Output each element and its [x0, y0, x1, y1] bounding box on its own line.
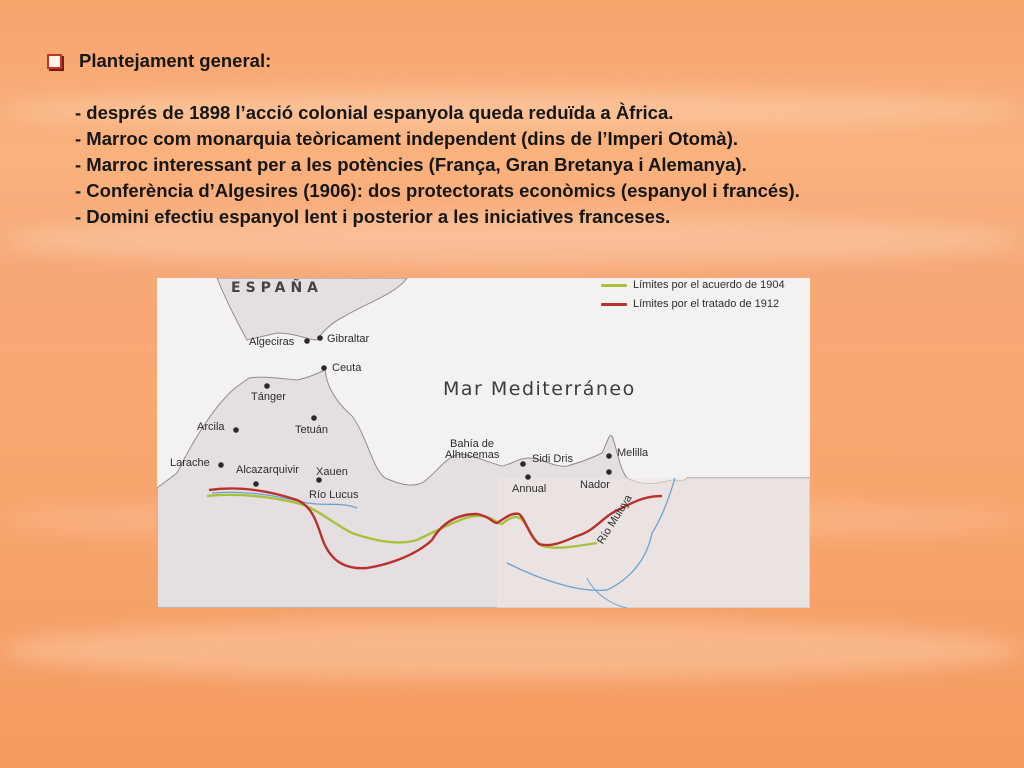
- place-label-nador: Nador: [580, 479, 610, 491]
- bullet-list: [45, 100, 1005, 230]
- dot-gibraltar: [317, 335, 323, 341]
- slide-heading: Plantejament general:: [79, 50, 272, 71]
- place-label-arcila: Arcila: [197, 421, 225, 433]
- place-label-annual: Annual: [512, 483, 547, 495]
- dot-nador: [606, 469, 612, 475]
- legend-item-1904: [601, 279, 785, 291]
- place-label-bahia-de: Bahía de: [450, 438, 495, 450]
- dot-annual: [525, 474, 531, 480]
- place-label-rio-lucus: Río Lucus: [309, 489, 359, 501]
- list-item: - Conferència d’Algesires (1906): dos protectorats econòmics (espanyol i francés).: [75, 180, 800, 201]
- dot-xauen: [316, 477, 322, 483]
- place-label-rio-muluya: Río Muluya: [595, 492, 635, 547]
- dot-tanger: [264, 383, 270, 389]
- list-item: - Marroc interessant per a les potències (França, Gran Bretanya i Alemanya).: [75, 154, 747, 175]
- morocco-protectorate-map: [157, 278, 810, 608]
- place-label-algeciras: Algeciras: [249, 336, 295, 348]
- dot-alcazarquivir: [253, 481, 259, 487]
- place-label-sidi-dris: Sidi Dris: [532, 453, 573, 465]
- place-label-larache: Larache: [170, 457, 210, 469]
- background-cloud: [0, 620, 1024, 680]
- legend-item-1912: [601, 298, 779, 310]
- country-label-espana: ESPAÑA: [231, 280, 324, 296]
- place-label-ceuta: Ceuta: [332, 362, 362, 374]
- list-item: - Domini efectiu espanyol lent i posterior a les iniciatives franceses.: [75, 206, 671, 227]
- dot-tetuan: [311, 415, 317, 421]
- place-label-tetuan: Tetuán: [295, 424, 329, 436]
- slide-content: [45, 48, 1005, 230]
- place-label-tanger: Tánger: [251, 391, 286, 403]
- place-label-gibraltar: Gibraltar: [327, 333, 370, 345]
- place-label-melilla: Melilla: [617, 447, 649, 459]
- sea-label: Mar Mediterráneo: [443, 378, 636, 400]
- place-label-alhucemas: Alhucemas: [445, 449, 500, 461]
- dot-algeciras: [304, 338, 310, 344]
- dot-sidi-dris: [520, 461, 526, 467]
- place-label-xauen: Xauen: [316, 466, 348, 478]
- checkbox-bullet-icon: [47, 54, 62, 69]
- legend-label-1904: Límites por el acuerdo de 1904: [633, 279, 785, 291]
- legend-swatch-1912: [601, 303, 627, 306]
- slide-heading-row: [45, 48, 1005, 74]
- dot-arcila: [233, 427, 239, 433]
- legend-label-1912: Límites por el tratado de 1912: [633, 298, 780, 310]
- dot-melilla: [606, 453, 612, 459]
- legend-swatch-1904: [601, 284, 627, 287]
- list-item: - Marroc com monarquia teòricament independent (dins de l’Imperi Otomà).: [75, 128, 739, 149]
- list-item: - després de 1898 l’acció colonial espanyola queda reduïda a Àfrica.: [75, 102, 674, 123]
- dot-ceuta: [321, 365, 327, 371]
- place-label-alcazarquivir: Alcazarquivir: [236, 464, 299, 476]
- dot-larache: [218, 462, 224, 468]
